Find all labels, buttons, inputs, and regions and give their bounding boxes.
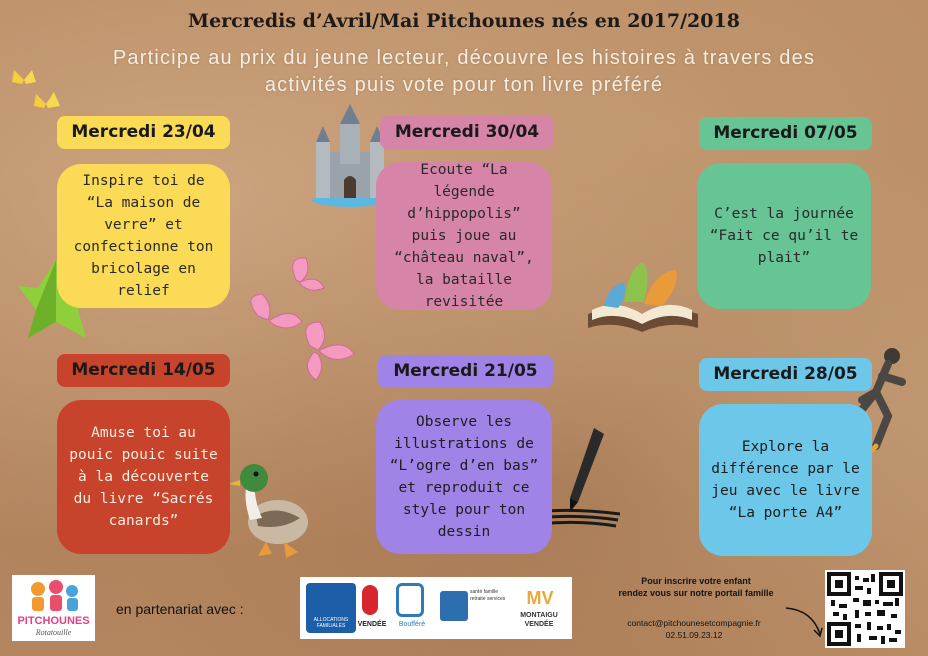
qr-code[interactable]: [825, 570, 905, 648]
date-mercredi-23-04: Mercredi 23/04: [57, 116, 230, 149]
pitchounes-logo: [12, 575, 95, 641]
pitchounes-wordmark: PITCHOUNES: [17, 615, 90, 627]
activity-box-30-04: Ecoute “La légende d’hippopolis” puis joue au “château naval”, la bataille revisitée: [376, 162, 552, 310]
date-mercredi-07-05: Mercredi 07/05: [699, 117, 872, 150]
duck-icon: [226, 456, 312, 560]
msa-logo-icon: [440, 591, 468, 621]
butterflies-icon: [10, 66, 68, 118]
partners-label: en partenariat avec :: [116, 601, 244, 617]
page-title: Mercredis d’Avril/Mai Pitchounes nés en 2017/2018: [188, 10, 740, 32]
activity-box-14-05: Amuse toi au pouic pouic suite à la découverte du livre “Sacrés canards”: [57, 400, 230, 554]
activity-box-23-04: Inspire toi de “La maison de verre” et confectionne ton bricolage en relief: [57, 164, 230, 308]
registration-line-2: rendez vous sur notre portail famille: [618, 588, 774, 598]
contact-info: [594, 617, 794, 641]
montaigu-logo-icon: MV: [526, 588, 554, 608]
date-mercredi-21-05: Mercredi 21/05: [378, 355, 553, 388]
arrow-icon: [782, 604, 826, 640]
activity-box-21-05: Observe les illustrations de “L’ogre d’en bas” et reproduit ce style pour ton dessin: [376, 400, 552, 554]
registration-note: [596, 575, 796, 599]
msa-label: santé famille retraite services: [470, 589, 506, 602]
subtitle-line-2: activités puis vote pour ton livre préféré: [264, 74, 664, 96]
vendee-label: VENDÉE: [357, 621, 387, 628]
montaigu-label: MONTAIGU VENDÉE: [520, 612, 558, 628]
subtitle-line-1: Participe au prix du jeune lecteur, découvre les histoires à travers des: [112, 47, 816, 69]
vendee-logo-icon: [362, 585, 378, 615]
activity-box-07-05: C’est la journée “Fait ce qu’il te plait”: [697, 163, 871, 309]
bouffere-label: Boufféré: [398, 621, 426, 628]
children-logo-icon: [12, 575, 95, 615]
subtitle: [40, 45, 888, 99]
pink-butterflies-icon: [240, 250, 364, 390]
registration-line-1: Pour inscrire votre enfant: [641, 576, 751, 586]
contact-phone: 02.51.09.23.12: [665, 630, 723, 640]
bouffere-logo-icon: [396, 583, 424, 617]
date-mercredi-28-05: Mercredi 28/05: [699, 358, 872, 391]
pitchounes-sub: Rotatouille: [35, 628, 72, 637]
contact-email[interactable]: contact@pitchounesetcompagnie.fr: [627, 618, 761, 628]
date-mercredi-14-05: Mercredi 14/05: [57, 354, 230, 387]
qr-code-icon: [825, 570, 905, 648]
partners-logos: [300, 577, 572, 639]
caf-label: ALLOCATIONS FAMILIALES: [313, 617, 349, 629]
book-icon: [584, 252, 702, 334]
activity-box-28-05: Explore la différence par le jeu avec le livre “La porte A4”: [699, 404, 872, 556]
date-mercredi-30-04: Mercredi 30/04: [380, 116, 554, 149]
